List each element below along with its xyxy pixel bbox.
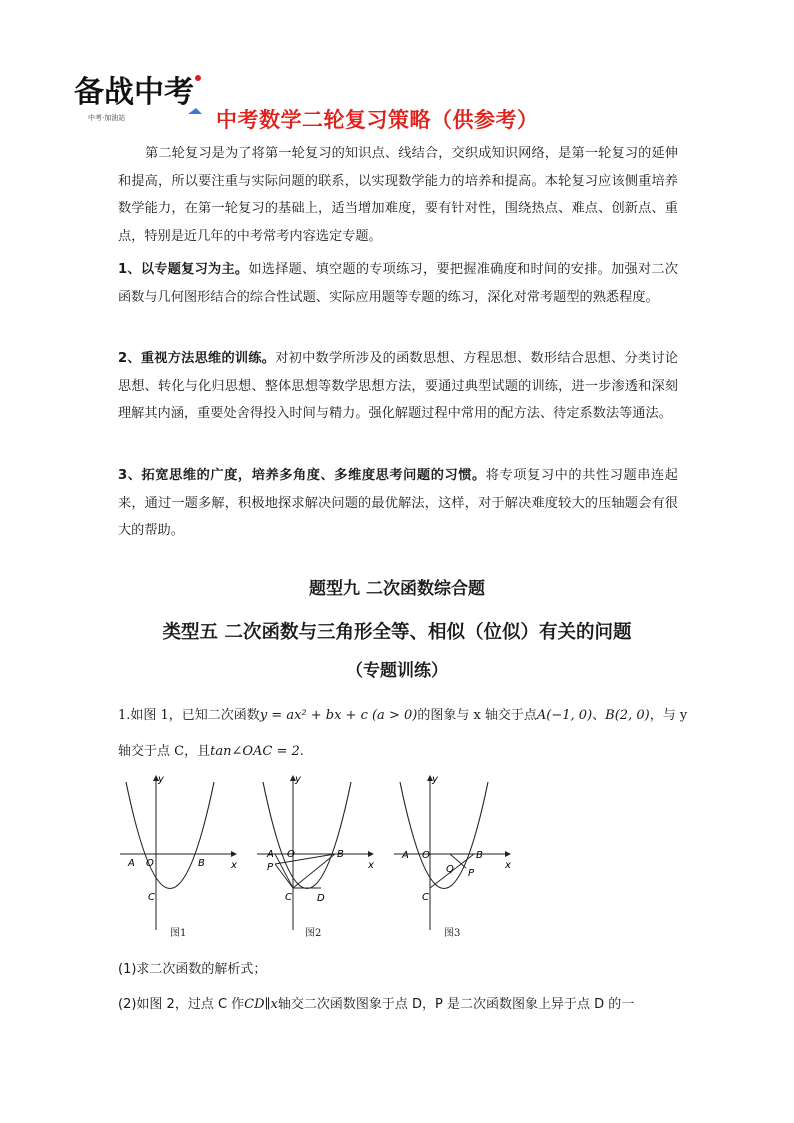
label-a: A [267,849,274,860]
problem-text: 1.如图 1，已知二次函数 [118,708,260,723]
section-note: （专题训练） [346,661,448,681]
label-c: C [285,892,292,903]
item-1-text: 如选择题、填空题的专项练习，要把握准确度和时间的安排。加强对二次函数与几何图形结合的综合性试题、实际应用题等专题的练习，深化对常考题型的熟悉程度。 [118,262,678,305]
parabola [263,782,351,889]
problem-text: (2)如图 2，过点 C 作 [118,997,245,1012]
label-y: y [158,774,164,785]
equation: CD∥x [244,997,278,1012]
label-c: C [148,892,155,903]
segment-pc [275,864,293,888]
problem-text: . [299,744,304,759]
item-3-text: 将专项复习中的共性习题串连起来，通过一题多解，积极地探求解决问题的最优解法，这样，对于解决难度较大的压轴题会有很大的帮助。 [118,468,678,538]
segment-cb [293,854,335,888]
item-1-heading: 1、以专题复习为主。 [118,262,249,277]
label-o: O [422,850,430,861]
logo-subtext: 中考·加油站 [88,114,126,122]
intro-paragraph: 第二轮复习是为了将第一轮复习的知识点、线结合，交织成知识网络，是第一轮复习的延伸和提高，所以要注重与实际问题的联系，以实现数学能力的培养和提高。本轮复习应该侧重培养数学能力，在第一轮复习的基础上，适当增加难度，要有针对性，围绕热点、难点、创新点、重点，特别是近几年的中考常考内容选定专题。 [118,146,678,244]
label-d: D [317,893,325,904]
item-2-text: 对初中数学所涉及的函数思想、方程思想、数形结合思想、分类讨论思想、转化与化归思想、整体思想等数学思想方法，要通过典型试题的训练，进一步渗透和深刻理解其内涵，重要处舍得投入时间与精力。强化解题过程中常用的配方法、待定系数法等通法。 [118,351,678,421]
problem-text: 、 [592,708,606,723]
problem-line-1 [118,704,687,723]
page-title: 中考数学二轮复习策略（供参考） [216,108,539,132]
equation: y = ax² + bx + c (a > 0) [259,708,418,723]
label-b: B [337,849,344,860]
parabola [400,782,488,889]
item-3-heading: 3、拓宽思维的广度，培养多角度、多维度思考问题的习惯。 [118,468,486,483]
label-q: Q [446,864,454,875]
problem-text: 轴交二次函数图象于点 D，P 是二次函数图象上异于点 D 的一 [277,997,635,1012]
parabola [126,782,214,889]
figure-1 [118,770,243,940]
label-o: O [146,858,154,869]
logo-text: 备战中考 [74,75,194,110]
item-2-heading: 2、重视方法思维的训练。 [118,351,276,366]
label-a: A [128,858,135,869]
label-p: P [267,862,274,873]
intro-item-2 [118,345,678,428]
figure-caption: 图3 [444,928,461,939]
label-p: P [468,868,475,879]
figure-3 [392,770,517,940]
label-y: y [432,774,438,785]
figure-caption: 图2 [305,928,322,939]
label-x: x [368,860,374,871]
point-a: A(−1, 0) [536,708,593,723]
intro-item-3 [118,462,678,545]
label-b: B [476,850,483,861]
label-x: x [231,860,237,871]
intro-item-1 [118,256,678,311]
label-b: B [198,858,205,869]
subquestion-1: (1)求二次函数的解析式； [118,962,267,977]
equation: tan∠OAC = 2 [210,744,300,759]
section-title: 题型九 二次函数综合题 [309,579,485,599]
figure-2 [255,770,380,940]
section-subtitle: 类型五 二次函数与三角形全等、相似（位似）有关的问题 [162,622,632,643]
problem-text: 轴交于点 C，且 [118,744,211,759]
problem-text: 的图象与 x 轴交于点 [417,708,537,723]
logo [68,66,216,128]
label-x: x [505,860,511,871]
label-y: y [295,774,301,785]
logo-star-icon [195,75,201,81]
figure-caption: 图1 [170,928,187,939]
label-o: O [287,849,295,860]
problem-line-2 [118,740,304,759]
subquestion-2 [118,993,634,1012]
point-b: B(2, 0) [605,708,650,723]
problem-text: ，与 y [649,708,688,723]
label-a: A [402,850,409,861]
label-c: C [422,892,429,903]
